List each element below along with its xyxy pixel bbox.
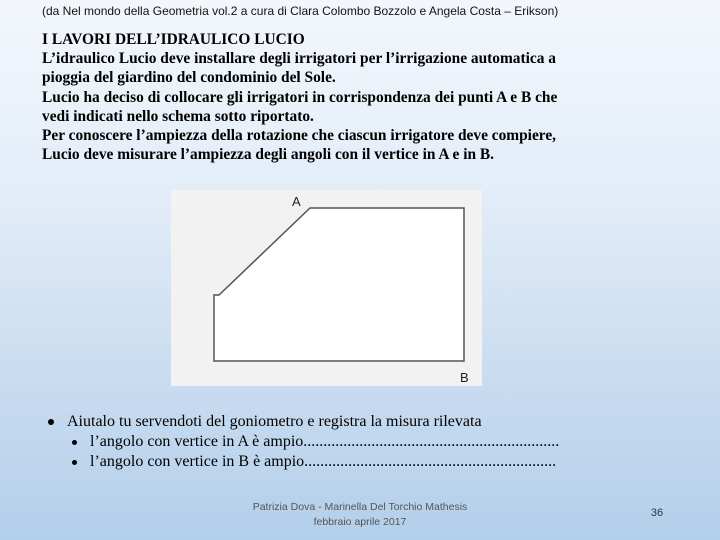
footer-authors: Patrizia Dova - Marinella Del Torchio Mathesis <box>252 501 468 513</box>
bullet-icon <box>72 460 77 465</box>
exercise-text <box>42 30 672 164</box>
exercise-line: Per conoscere l’ampiezza della rotazione che ciascun irrigatore deve compiere, <box>42 127 557 145</box>
exercise-line: Lucio deve misurare l’ampiezza degli angoli con il vertice in A e in B. <box>42 146 494 164</box>
footer-credits <box>230 500 490 530</box>
exercise-line: L’idraulico Lucio deve installare degli irrigatori per l’irrigazione automatica a <box>42 50 556 68</box>
exercise-line: pioggia del giardino del condominio del Sole. <box>42 69 336 87</box>
task-sub-text-a: l’angolo con vertice in A è ampio................................................................ <box>90 433 560 450</box>
exercise-title: I LAVORI DELL’IDRAULICO LUCIO <box>42 31 305 48</box>
task-main-item <box>48 412 559 432</box>
garden-schema-figure <box>171 190 482 386</box>
source-citation: (da Nel mondo della Geometria vol.2 a cura di Clara Colombo Bozzolo e Angela Costa – Erikson) <box>42 4 559 18</box>
page-number: 36 <box>650 507 664 519</box>
exercise-line: Lucio ha deciso di collocare gli irrigatori in corrispondenza dei punti A e B che <box>42 88 558 106</box>
bullet-icon <box>48 419 54 425</box>
garden-schema-svg <box>171 190 482 386</box>
garden-polygon <box>214 208 464 361</box>
footer-date: febbraio aprile 2017 <box>313 516 407 528</box>
task-sub-item-a <box>72 432 559 452</box>
bullet-icon <box>72 440 77 445</box>
point-b-label: B <box>460 370 469 385</box>
task-list <box>48 412 559 472</box>
task-sub-text-b: l’angolo con vertice in B è ampio............................................................... <box>90 453 557 470</box>
task-main-text: Aiutalo tu servendoti del goniometro e registra la misura rilevata <box>67 413 482 430</box>
point-a-label: A <box>292 194 301 209</box>
task-sub-item-b <box>72 452 559 472</box>
exercise-line: vedi indicati nello schema sotto riportato. <box>42 107 314 125</box>
